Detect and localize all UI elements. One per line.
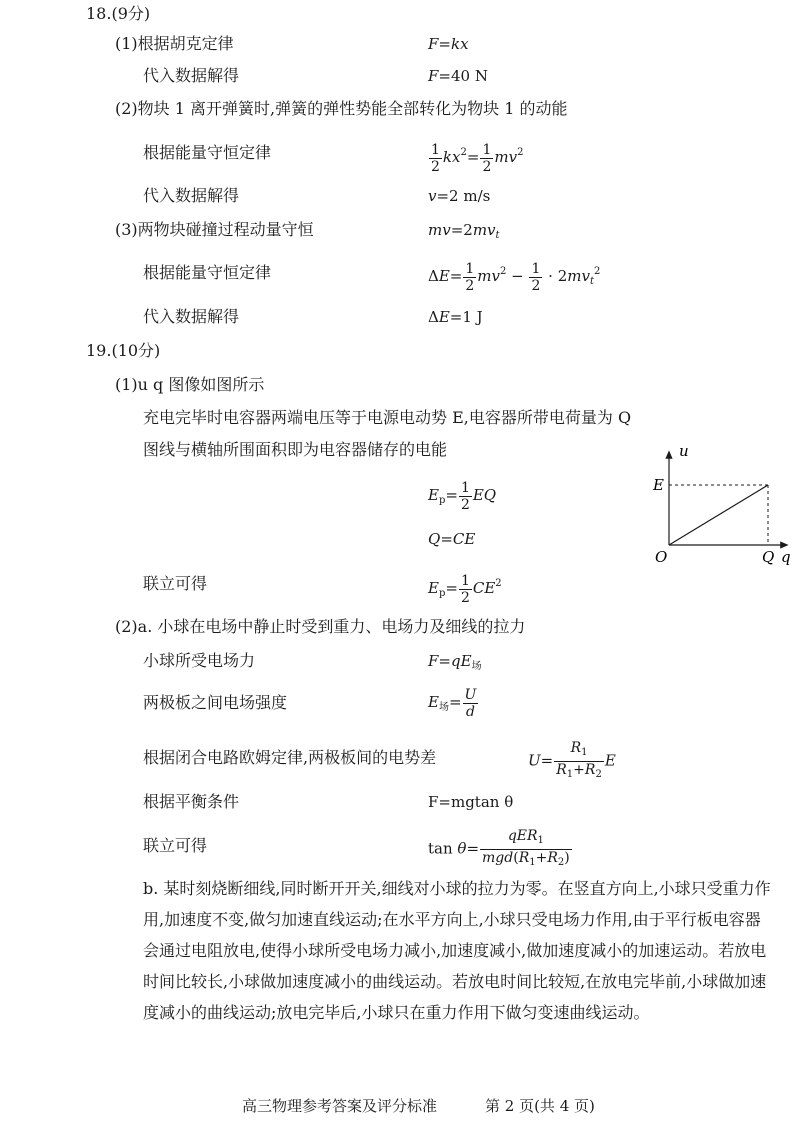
q18-energy-loss-result: ΔE=1 J bbox=[428, 308, 483, 326]
q18-heading: 18.(9分) bbox=[86, 4, 151, 23]
footer-title: 高三物理参考答案及评分标准 bbox=[242, 1097, 438, 1115]
q19-balance-eq: F=mgtan θ bbox=[428, 793, 514, 811]
origin-label: O bbox=[655, 548, 668, 566]
q19-tan-result: tan θ= $\frac{qER_1}{mgd(R_1+R_2)}$ bbox=[428, 828, 570, 868]
q18-part3-energy: 根据能量守恒定律 bbox=[143, 263, 272, 282]
q18-force-result: F=40 N bbox=[428, 67, 488, 85]
uq-graph bbox=[645, 438, 794, 570]
q18-part2-energy: 根据能量守恒定律 bbox=[143, 143, 272, 162]
q19-combine-label-2: 联立可得 bbox=[143, 836, 208, 855]
e-label: E bbox=[653, 476, 664, 494]
q19-energy-eq: $E_p=$ $\frac{1}{2}$ EQ bbox=[428, 479, 497, 513]
q19-capacitance-eq: Q=CE bbox=[428, 530, 476, 548]
q19-field-strength-label: 两极板之间电场强度 bbox=[143, 693, 288, 712]
q19-heading: 19.(10分) bbox=[86, 341, 161, 360]
q19-part2-label: (2)a. 小球在电场中静止时受到重力、电场力及细线的拉力 bbox=[115, 617, 526, 636]
q18-hooke-eq: F=kx bbox=[428, 35, 469, 53]
q18-part3-solve: 代入数据解得 bbox=[143, 307, 240, 326]
q18-energy-eq: $\frac{1}{2}$ $kx^2=$ $\frac{1}{2}$ $mv^2$ bbox=[431, 141, 524, 175]
q19-charge-statement: 充电完毕时电容器两端电压等于电源电动势 E,电容器所带电荷量为 Q bbox=[143, 408, 632, 427]
q19-field-force-eq: $F=qE_场$ bbox=[428, 652, 482, 672]
q18-part1-label: (1)根据胡克定律 bbox=[115, 34, 234, 53]
q19-field-force-label: 小球所受电场力 bbox=[143, 651, 256, 670]
q18-part1-solve: 代入数据解得 bbox=[143, 66, 240, 85]
q-axis-label: q bbox=[781, 548, 791, 566]
q19-ohm-law-label: 根据闭合电路欧姆定律,两极板间的电势差 bbox=[143, 748, 437, 767]
q19-energy-result: $E_p=$ $\frac{1}{2}$ $CE^2$ bbox=[428, 572, 502, 606]
q18-part2-solve: 代入数据解得 bbox=[143, 186, 240, 205]
q18-velocity-result: v=2 m/s bbox=[428, 187, 491, 205]
q19-voltage-eq: U= $\frac{R_1}{R_1+R_2}$ E bbox=[528, 740, 616, 780]
q18-part2-label: (2)物块 1 离开弹簧时,弹簧的弹性势能全部转化为物块 1 的动能 bbox=[115, 99, 568, 118]
q19-part-b-paragraph: b. 某时刻烧断细线,同时断开开关,细线对小球的拉力为零。在竖直方向上,小球只受重力作用,加速度不变,做匀加速直线运动;在水平方向上,小球只受电场力作用,由于平行板电容器会通过电阻放电,使得小球所受电场力减小,加速度减小,做加速度减小的加速运动。若放电时间比较长,小球做加速度减小的曲线运动。若放电时间比较短,在放电完毕前,小球做加速度减小的曲线运动;放电完毕后,小球只在重力作用下做匀变速曲线运动。 bbox=[143, 879, 771, 1022]
u-axis-label: u bbox=[679, 442, 689, 460]
q19-combine-label: 联立可得 bbox=[143, 574, 208, 593]
q18-momentum-eq: $mv=2mv_t$ bbox=[428, 221, 500, 241]
q-value-label: Q bbox=[762, 548, 775, 566]
uq-line bbox=[669, 485, 768, 545]
q19-balance-label: 根据平衡条件 bbox=[143, 792, 240, 811]
footer-page-number: 第 2 页(共 4 页) bbox=[485, 1097, 595, 1115]
q19-area-statement: 图线与横轴所围面积即为电容器储存的电能 bbox=[143, 440, 448, 459]
q19-field-strength-eq: $E_场=$ $\frac{U}{d}$ bbox=[428, 686, 477, 720]
q19-part1-label: (1)u q 图像如图所示 bbox=[115, 375, 265, 394]
q18-part3-label: (3)两物块碰撞过程动量守恒 bbox=[115, 220, 314, 239]
q18-energy-loss-eq: ΔE= $\frac{1}{2}$ $mv^2$ − $\frac{1}{2}$ · $2mv_t^2$ bbox=[428, 260, 601, 294]
